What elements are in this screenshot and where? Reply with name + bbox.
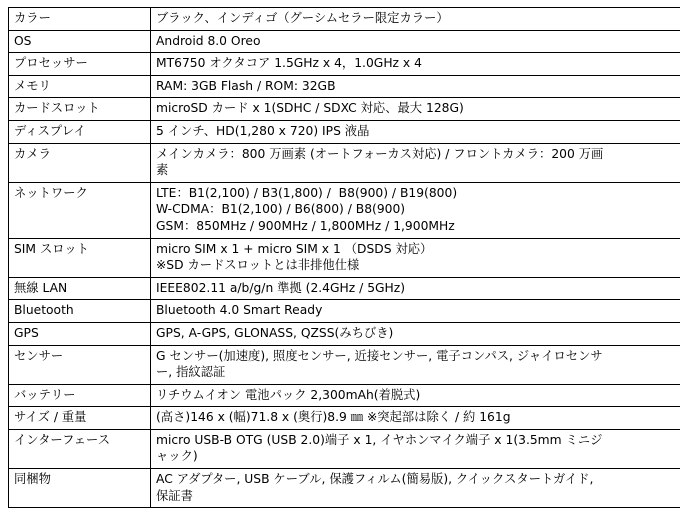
spec-label-cell: メモリ [9,75,151,98]
table-row [9,98,680,121]
spec-label-cell: カードスロット [9,98,151,121]
table-row [9,322,680,345]
table-row [9,143,680,182]
spec-value-line: IEEE802.11 a/b/g/n 準拠 (2.4GHz / 5GHz) [156,280,680,297]
spec-value-line: 素 [156,162,680,179]
spec-value-line: RAM: 3GB Flash / ROM: 32GB [156,78,680,95]
spec-label-cell: ディスプレイ [9,120,151,143]
spec-label-cell: プロセッサー [9,53,151,76]
specification-table-body [9,8,680,508]
spec-label-cell: OS [9,30,151,53]
spec-label-cell: 無線 LAN [9,277,151,300]
spec-value-cell [151,300,680,323]
spec-value-line: 5 インチ、HD(1,280 x 720) IPS 液晶 [156,123,680,140]
spec-value-line: micro USB-B OTG (USB 2.0)端子 x 1, イヤホンマイク端子 x 1(3.5mm ミニジ [156,432,680,449]
spec-value-cell [151,8,680,31]
spec-label-cell: センサー [9,345,151,384]
table-row [9,8,680,31]
spec-value-line: ※SD カードスロットとは非排他仕様 [156,257,680,274]
spec-value-line: (高さ)146 x (幅)71.8 x (奥行)8.9 ㎜ ※突起部は除く / 約 161g [156,409,680,426]
table-row [9,30,680,53]
spec-value-line: ャック) [156,448,680,465]
spec-value-cell [151,469,680,508]
spec-value-cell [151,53,680,76]
table-row [9,277,680,300]
spec-value-cell [151,182,680,238]
table-row [9,407,680,430]
spec-value-cell [151,429,680,468]
spec-label-cell: SIM スロット [9,238,151,277]
spec-value-cell [151,30,680,53]
spec-label-cell: カメラ [9,143,151,182]
spec-value-cell [151,98,680,121]
spec-value-cell [151,407,680,430]
spec-value-line: MT6750 オクタコア 1.5GHz x 4，1.0GHz x 4 [156,55,680,72]
spec-value-line: ー, 指紋認証 [156,364,680,381]
spec-value-cell [151,143,680,182]
spec-value-line: AC アダプター, USB ケーブル, 保護フィルム(簡易版), クイックスタートガイド, [156,471,680,488]
spec-label-cell: 同梱物 [9,469,151,508]
table-row [9,469,680,508]
spec-label-cell: サイズ / 重量 [9,407,151,430]
spec-value-line: microSD カード x 1(SDHC / SDXC 対応、最大 128G) [156,100,680,117]
spec-value-cell [151,75,680,98]
specification-table [8,7,680,508]
spec-value-line: 保証書 [156,488,680,505]
spec-value-cell [151,238,680,277]
spec-value-line: W-CDMA：B1(2,100) / B6(800) / B8(900) [156,201,680,218]
spec-value-cell [151,384,680,407]
spec-value-line: LTE：B1(2,100) / B3(1,800) / B8(900) / B19(800) [156,185,680,202]
spec-value-cell [151,120,680,143]
table-row [9,429,680,468]
spec-label-cell: インターフェース [9,429,151,468]
spec-value-line: リチウムイオン 電池パック 2,300mAh(着脱式) [156,387,680,404]
spec-value-line: ブラック、インディゴ（グーシムセラー限定カラー） [156,10,680,27]
spec-label-cell: バッテリー [9,384,151,407]
table-row [9,75,680,98]
table-row [9,53,680,76]
table-row [9,182,680,238]
spec-value-line: GPS, A-GPS, GLONASS, QZSS(みちびき) [156,325,680,342]
spec-value-line: micro SIM x 1 + micro SIM x 1 （DSDS 対応） [156,241,680,258]
spec-value-line: メインカメラ：800 万画素 (オートフォーカス対応) / フロントカメラ：200 万画 [156,146,680,163]
spec-label-cell: Bluetooth [9,300,151,323]
spec-value-line: Android 8.0 Oreo [156,33,680,50]
spec-value-cell [151,322,680,345]
spec-label-cell: ネットワーク [9,182,151,238]
table-row [9,345,680,384]
table-row [9,120,680,143]
spec-label-cell: GPS [9,322,151,345]
spec-value-line: GSM：850MHz / 900MHz / 1,800MHz / 1,900MHz [156,218,680,235]
spec-value-cell [151,345,680,384]
table-row [9,384,680,407]
spec-value-line: Bluetooth 4.0 Smart Ready [156,302,680,319]
table-row [9,238,680,277]
spec-value-line: G センサー(加速度), 照度センサー, 近接センサー, 電子コンパス, ジャイロセンサ [156,348,680,365]
spec-label-cell: カラー [9,8,151,31]
spec-value-cell [151,277,680,300]
table-row [9,300,680,323]
